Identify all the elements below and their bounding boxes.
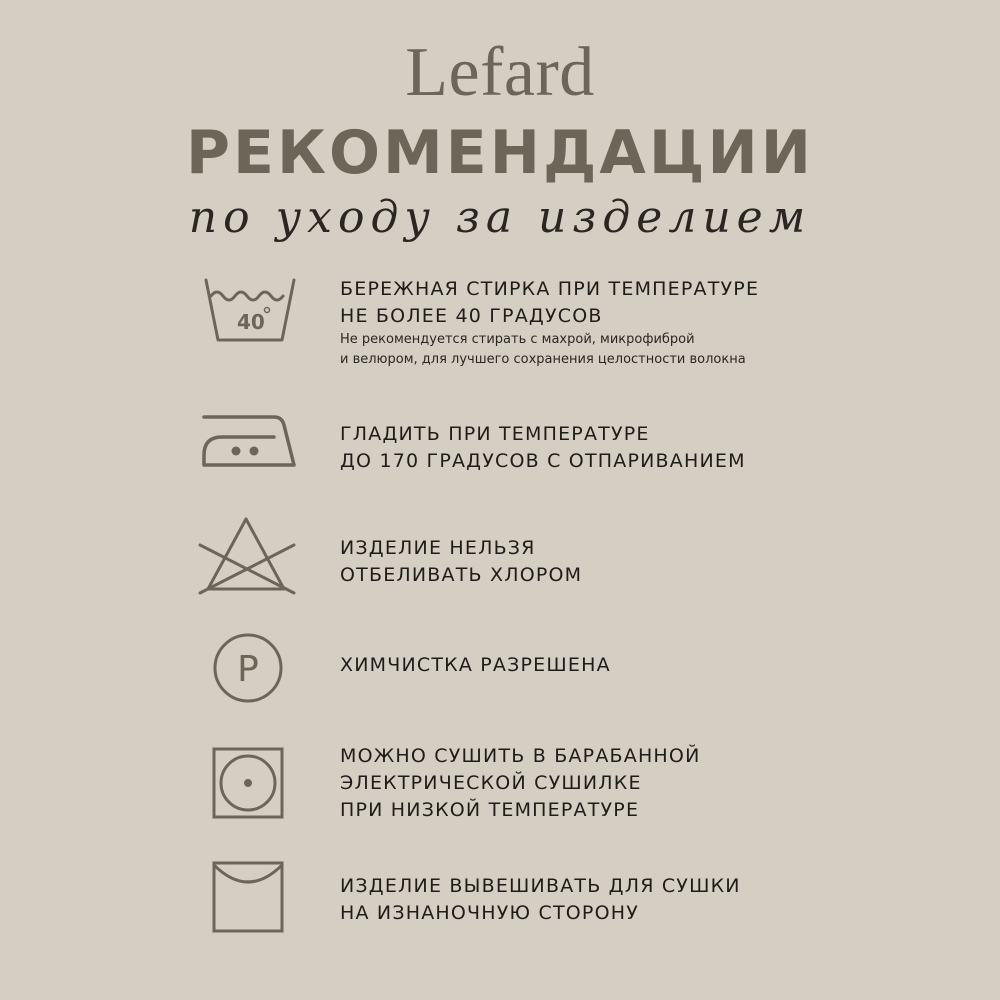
care-item-line-dry — [0, 873, 1000, 983]
page-subtitle: по уходу за изделием — [188, 192, 812, 243]
dry-clean-p-icon — [190, 630, 310, 740]
item-line: ИЗДЕЛИЕ НЕЛЬЗЯ — [340, 537, 536, 559]
wash-40-icon — [190, 276, 310, 386]
line-dry-icon — [190, 859, 310, 969]
item-note: и велюром, для лучшего сохранения целостности волокна — [340, 352, 746, 367]
brand-logo: Lefard — [405, 34, 595, 111]
item-line: МОЖНО СУШИТЬ В БАРАБАННОЙ — [340, 745, 701, 767]
care-item-iron — [0, 421, 1000, 531]
item-line: ОТБЕЛИВАТЬ ХЛОРОМ — [340, 564, 583, 586]
item-line: БЕРЕЖНАЯ СТИРКА ПРИ ТЕМПЕРАТУРЕ — [340, 278, 760, 300]
wash-temp-label: 40 — [237, 310, 265, 334]
item-line: ПРИ НИЗКОЙ ТЕМПЕРАТУРЕ — [340, 799, 640, 821]
item-line: ИЗДЕЛИЕ ВЫВЕШИВАТЬ ДЛЯ СУШКИ — [340, 875, 741, 897]
page-title: РЕКОМЕНДАЦИИ — [186, 118, 814, 188]
care-item-wash — [0, 276, 1000, 386]
no-bleach-icon — [190, 515, 310, 625]
item-line: ГЛАДИТЬ ПРИ ТЕМПЕРАТУРЕ — [340, 423, 650, 445]
dry-clean-letter: P — [237, 649, 259, 690]
item-line: НЕ БОЛЕЕ 40 ГРАДУСОВ — [340, 305, 603, 327]
care-item-tumble-dry — [0, 743, 1000, 853]
iron-two-dots-icon — [190, 407, 310, 517]
item-line: ЭЛЕКТРИЧЕСКОЙ СУШИЛКЕ — [340, 772, 642, 794]
tumble-dry-low-icon — [190, 745, 310, 855]
item-line: ХИМЧИСТКА РАЗРЕШЕНА — [340, 654, 611, 676]
item-line: ДО 170 ГРАДУСОВ С ОТПАРИВАНИЕМ — [340, 450, 746, 472]
care-item-bleach — [0, 535, 1000, 645]
item-note: Не рекомендуется стирать с махрой, микрофиброй — [340, 332, 695, 347]
item-line: НА ИЗНАНОЧНУЮ СТОРОНУ — [340, 902, 639, 924]
